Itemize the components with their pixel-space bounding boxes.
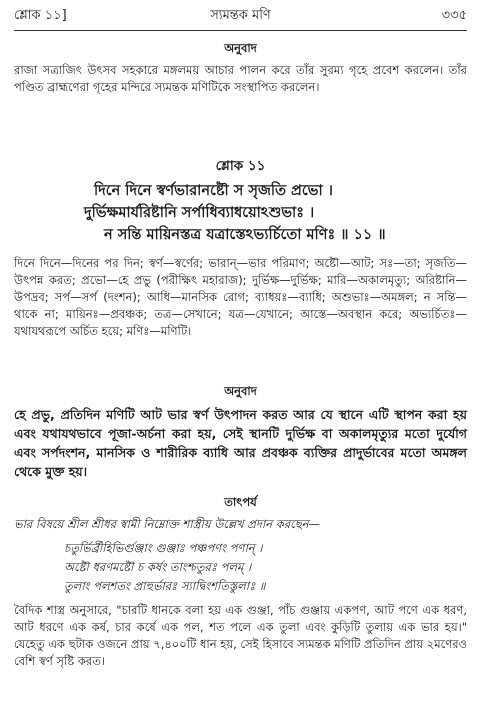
- purport-text: বৈদিক শাস্ত্র অনুসারে, "চারটি ধানকে বলা হয় এক গুঞ্জা, পাঁচ গুঞ্জায় একপণ, আট পণে এক ধরণ, আট ধরণে এক কর্ষ, চার কর্ষে এক পল, শত পলে এক তুলা এবং কুড়িটি তুলায় এক ভার হয়।" যেহেতু এক ছটাক ওজনে প্রায় ৭,৪০০টি ধান হয়, সেই হিসাবে স্যমন্তক মণিটি প্রতিদিন প্রায় ২মণেরও বেশি স্বর্ণ সৃষ্টি করত।: [14, 603, 467, 668]
- synonyms-text: দিনে দিনে—দিনের পর দিন; স্বর্ণ—স্বর্ণের; ভারান্—ভার পরিমাণ; অষ্টৌ—আট; সঃ—তা; সৃজতি—উৎপন্ন করত; প্রভো—হে প্রভু (পরীক্ষিৎ মহারাজ); দুর্ভিক্ষ—দুর্ভিক্ষ; মারি—অকালমৃত্যু; অরিষ্টানি—উপদ্রব; সর্প—সর্প (দংশন); আধি—মানসিক রোগ; ব্যাধয়ঃ—ব্যাধি; অশুভাঃ—অমঙ্গল; ন সন্তি—থাকে না; মায়িনঃ—প্রবঞ্চক; তত্র—সেখানে; যত্র—যেখানে; আস্তে—অবস্থান করে; অভ্যর্চিতঃ—যথাযথরূপে অর্চিত হয়ে; মণিঃ—মণিটি।: [14, 256, 467, 338]
- header-verse-ref: শ্লোক ১১]: [14, 8, 67, 23]
- verse-line-2: দুর্ভিক্ষমার্যরিষ্টানি সর্পাধিব্যাধয়োঽশুভাঃ ।: [84, 205, 315, 221]
- translation-heading: অনুবাদ: [224, 41, 257, 55]
- purport-quote-line-2: অষ্টৌ ধরণমষ্টৌ চ কর্ষং তাংশ্চতুরঃ পলম্ ।: [64, 560, 252, 574]
- purport-section: [14, 494, 467, 670]
- header-chapter-title: স্যমন্তক মণি: [210, 8, 271, 23]
- header-page-number: ৩৩৫: [441, 8, 467, 23]
- verse-section: [14, 155, 467, 246]
- translation-heading-2: অনুবাদ: [224, 384, 257, 398]
- page-header: [14, 6, 467, 30]
- purport-intro: ভার বিষয়ে শ্রীল শ্রীধর স্বামী নিম্নোক্ত শাস্ত্রীয় উল্লেখ প্রদান করছেন—: [14, 517, 321, 531]
- purport-quote-line-1: চতুর্ভির্ব্রীহিভির্গুঞ্জাং গুঞ্জাঃ পঞ্চপণং পণান্ ।: [64, 541, 263, 555]
- purport-quote-line-3: তুলাং পলশতং প্রাহুর্ভারঃ স্যাদ্বিংশতিস্তুলাঃ ॥: [64, 579, 266, 593]
- header-rule: [14, 30, 467, 31]
- translation-text-2: হে প্রভু, প্রতিদিন মণিটি আট ভার স্বর্ণ উৎপাদন করত আর যে স্থানে এটি স্থাপন করা হয় এবং যথাযথভাবে পূজা-অর্চনা করা হয়, সেই স্থানটি দুর্ভিক্ষ বা অকালমৃত্যুর মতো দুর্যোগ এবং সর্পদংশন, মানসিক ও শারীরিক ব্যাধি আর প্রবঞ্চক ব্যক্তির প্রাদুর্ভাবের মতো অমঙ্গল থেকে মুক্ত হয়।: [14, 407, 467, 479]
- purport-heading: তাৎপর্য: [224, 495, 257, 509]
- translation-section-2: [14, 383, 467, 481]
- translation-text: রাজা সত্রাজিৎ উৎসব সহকারে মঙ্গলময় আচার পালন করে তাঁর সুরম্য গৃহে প্রবেশ করলেন। তাঁর পণ্ডিত ব্রাহ্মণেরা গৃহের মন্দিরে স্যমন্তক মণিটিকে সংস্থাপিত করলেন।: [14, 63, 467, 94]
- translation-section-1: [14, 40, 467, 96]
- verse-line-3: ন সন্তি মায়িনস্তত্র যত্রাস্তেঽভ্যর্চিতো মণিঃ ॥ ১১ ॥: [104, 227, 386, 243]
- synonyms-section: [14, 255, 467, 340]
- verse-title: শ্লোক ১১: [215, 158, 266, 174]
- verse-line-1: দিনে দিনে স্বর্ণভারানষ্টৌ স সৃজতি প্রভো ।: [94, 183, 333, 199]
